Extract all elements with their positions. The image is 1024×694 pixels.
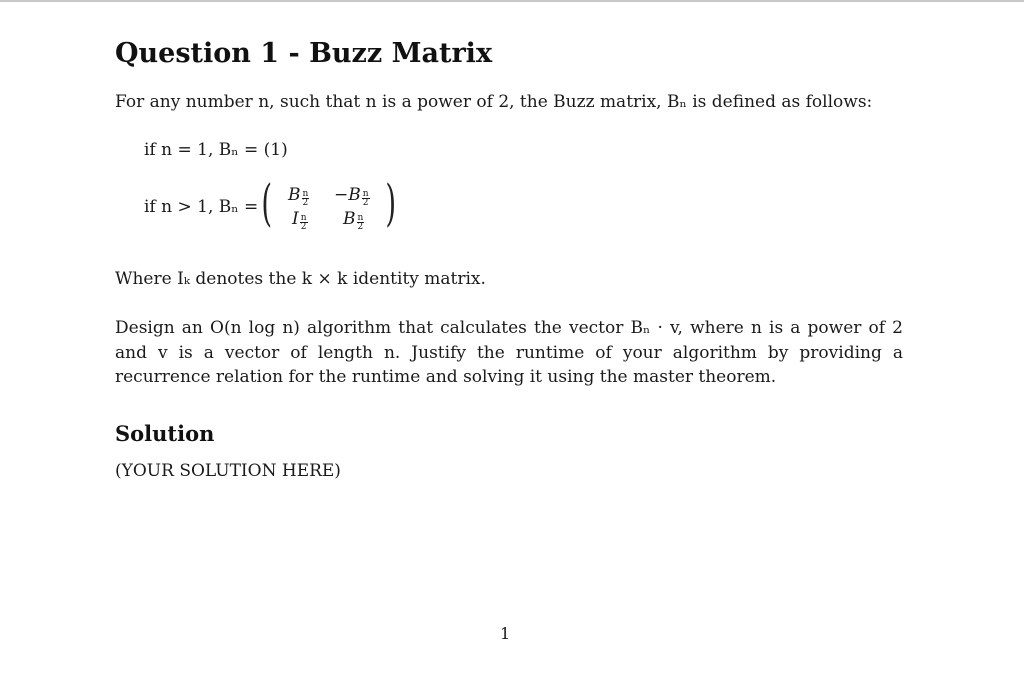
page-number: 1: [500, 624, 511, 643]
solution-placeholder: (YOUR SOLUTION HERE): [115, 461, 341, 481]
fraction-numerator: n: [302, 189, 309, 199]
intro-paragraph: For any number n, such that n is a power of 2, the Buzz matrix, Bₙ is defined as follows:: [115, 92, 873, 112]
page-top-border: [0, 0, 1024, 2]
fraction-denominator: 2: [357, 222, 364, 232]
fraction-denominator: 2: [362, 198, 369, 208]
cell-letter: B: [343, 209, 356, 229]
matrix-cell-top-right: [334, 185, 370, 207]
fraction-numerator: n: [300, 213, 307, 223]
fraction-numerator: n: [362, 189, 369, 199]
matrix-cell-bottom-left: [292, 209, 308, 231]
fraction: [302, 190, 310, 207]
cell-letter: −B: [334, 185, 361, 205]
fraction-numerator: n: [357, 213, 364, 223]
question-title: Question 1 - Buzz Matrix: [115, 38, 493, 69]
fraction-denominator: 2: [302, 198, 309, 208]
fraction: [362, 190, 370, 207]
matrix-left-paren: (: [261, 174, 273, 232]
task-paragraph: Design an O(n log n) algorithm that calculates the vector Bₙ · v, where n is a power of 2 and v is a vector of length n. Justify the runtime of your algorithm by providing a recurrence relation for the runtime and solving it using the master theorem.: [115, 318, 903, 387]
cell-letter: I: [292, 209, 299, 229]
fraction: [300, 214, 308, 231]
matrix-cell-top-left: [288, 185, 309, 207]
fraction: [357, 214, 365, 231]
case-recursive-condition: if n > 1, Bₙ =: [144, 197, 259, 217]
cell-letter: B: [288, 185, 301, 205]
matrix-right-paren: ): [385, 174, 397, 232]
definition-case-base: if n = 1, Bₙ = (1): [144, 140, 288, 160]
matrix-cell-bottom-right: [343, 209, 364, 231]
fraction-denominator: 2: [300, 222, 307, 232]
identity-note: Where Iₖ denotes the k × k identity matrix.: [115, 269, 486, 289]
solution-heading: Solution: [115, 421, 215, 446]
